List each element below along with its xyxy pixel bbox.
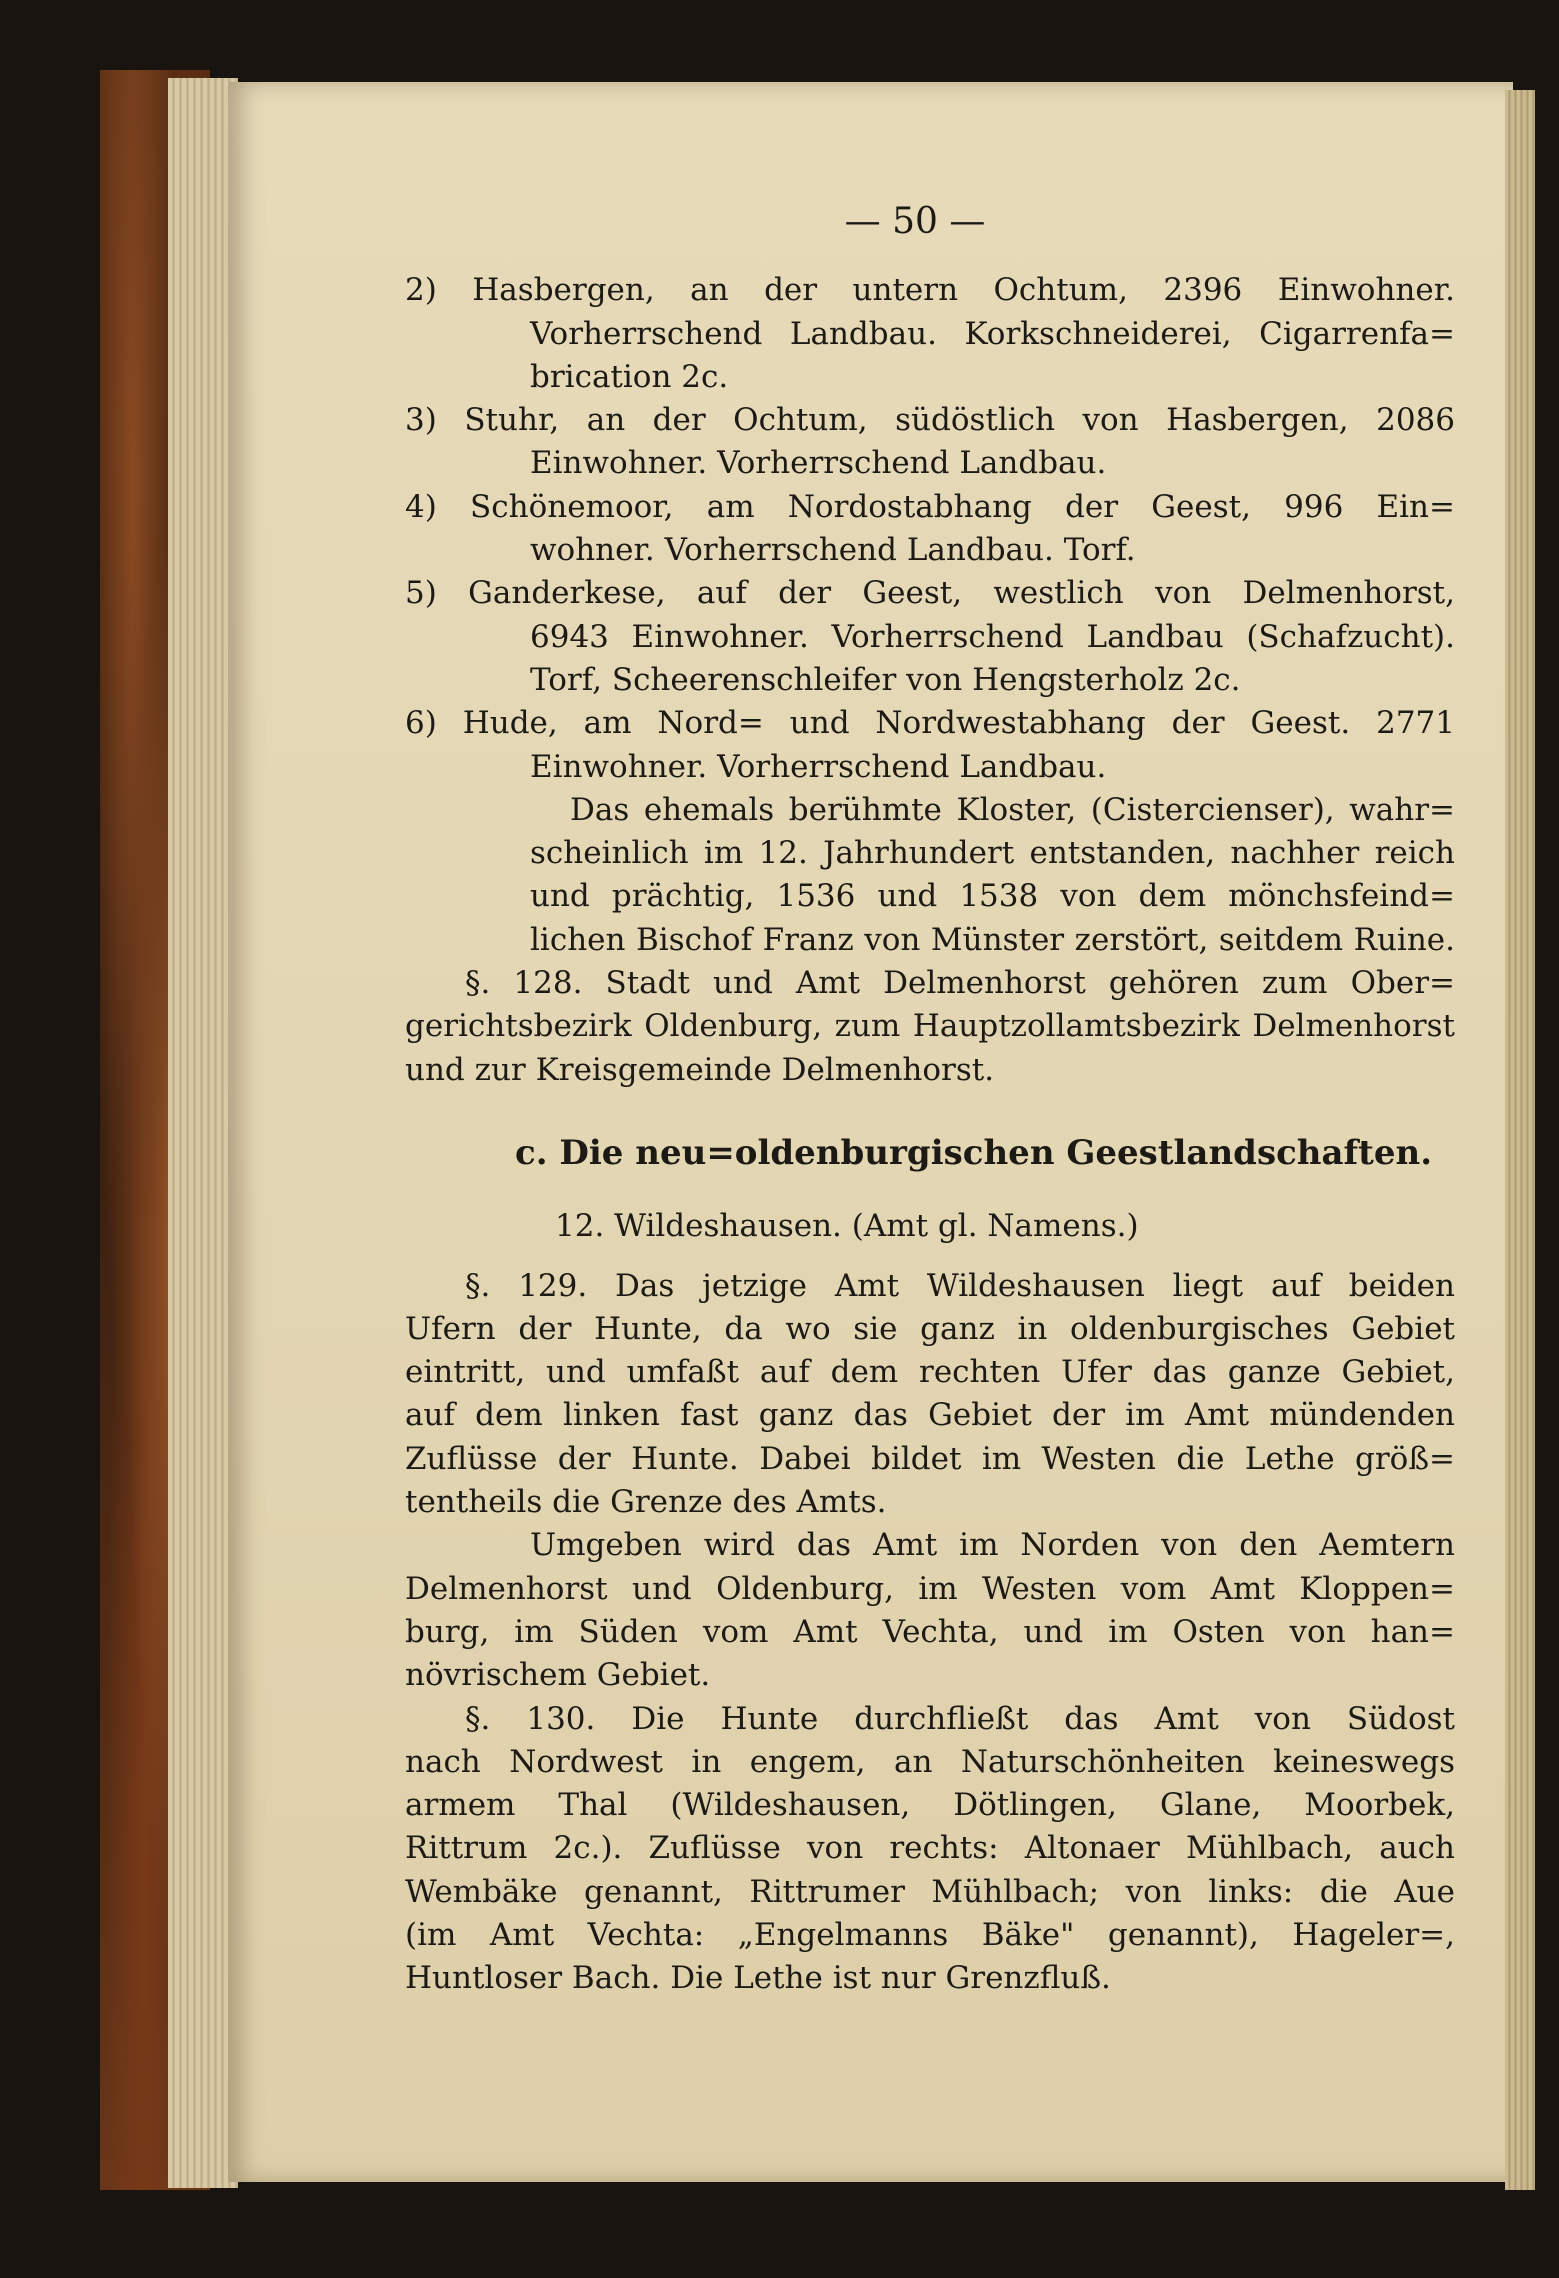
page-text bbox=[405, 200, 1455, 2001]
text-line: Umgeben wird das Amt im Norden von den Aemtern bbox=[530, 1527, 1455, 1564]
text-line: scheinlich im 12. Jahrhundert entstanden, nachher reich bbox=[530, 835, 1455, 872]
text-line: Das ehemals berühmte Kloster, (Cistercienser), wahr= bbox=[570, 791, 1455, 828]
text-line: Rittrum 2c.). Zuflüsse von rechts: Altonaer Mühlbach, auch bbox=[405, 1830, 1455, 1867]
page-edges-right bbox=[1505, 90, 1535, 2190]
text-line: 3) Stuhr, an der Ochtum, südöstlich von Hasbergen, 2086 bbox=[405, 402, 1455, 439]
text-line: Ufern der Hunte, da wo sie ganz in oldenburgisches Gebiet bbox=[405, 1310, 1455, 1347]
text-line: gerichtsbezirk Oldenburg, zum Hauptzollamtsbezirk Delmenhorst bbox=[405, 1008, 1455, 1045]
text-line: Einwohner. Vorherrschend Landbau. bbox=[530, 748, 1107, 785]
text-line: lichen Bischof Franz von Münster zerstört, seitdem Ruine. bbox=[530, 921, 1455, 958]
text-line: und zur Kreisgemeinde Delmenhorst. bbox=[405, 1051, 995, 1088]
text-line: (im Amt Vechta: „Engelmanns Bäke" genannt), Hageler=, bbox=[405, 1916, 1455, 1953]
text-line: Vorherrschend Landbau. Korkschneiderei, Cigarrenfa= bbox=[530, 315, 1455, 352]
text-line: eintritt, und umfaßt auf dem rechten Ufer das ganze Gebiet, bbox=[405, 1354, 1455, 1391]
text-line: tentheils die Grenze des Amts. bbox=[405, 1484, 887, 1521]
text-line: Einwohner. Vorherrschend Landbau. bbox=[530, 445, 1107, 482]
text-line: armem Thal (Wildeshausen, Dötlingen, Glane, Moorbek, bbox=[405, 1787, 1455, 1824]
text-line: 2) Hasbergen, an der untern Ochtum, 2396 Einwohner. bbox=[405, 272, 1455, 309]
text-line: 6) Hude, am Nord= und Nordwestabhang der Geest. 2771 bbox=[405, 705, 1455, 742]
text-line: brication 2c. bbox=[530, 358, 729, 395]
text-line: növrischem Gebiet. bbox=[405, 1657, 711, 1694]
subsection-heading: 12. Wildeshausen. (Amt gl. Namens.) bbox=[555, 1208, 1139, 1245]
text-line: Huntloser Bach. Die Lethe ist nur Grenzfluß. bbox=[405, 1960, 1111, 1997]
text-line: §. 129. Das jetzige Amt Wildeshausen liegt auf beiden bbox=[465, 1267, 1455, 1304]
text-line: Zuflüsse der Hunte. Dabei bildet im Westen die Lethe größ= bbox=[405, 1440, 1455, 1477]
text-line: 6943 Einwohner. Vorherrschend Landbau (Schafzucht). bbox=[530, 618, 1455, 655]
text-line: Torf, Scheerenschleifer von Hengsterholz 2c. bbox=[530, 661, 1241, 698]
text-line: burg, im Süden vom Amt Vechta, und im Osten von han= bbox=[405, 1613, 1455, 1650]
text-line: Delmenhorst und Oldenburg, im Westen vom Amt Kloppen= bbox=[405, 1570, 1455, 1607]
page-number: — 50 — bbox=[844, 201, 986, 242]
text-line: und prächtig, 1536 und 1538 von dem mönchsfeind= bbox=[530, 878, 1455, 915]
section-heading: c. Die neu=oldenburgischen Geestlandschaften. bbox=[515, 1132, 1433, 1173]
text-line: Wembäke genannt, Rittrumer Mühlbach; von links: die Aue bbox=[405, 1873, 1455, 1910]
text-line: §. 128. Stadt und Amt Delmenhorst gehören zum Ober= bbox=[465, 965, 1455, 1002]
text-line: §. 130. Die Hunte durchfließt das Amt von Südost bbox=[465, 1700, 1455, 1737]
text-line: 5) Ganderkese, auf der Geest, westlich von Delmenhorst, bbox=[405, 575, 1455, 612]
text-line: auf dem linken fast ganz das Gebiet der im Amt mündenden bbox=[405, 1397, 1455, 1434]
text-line: nach Nordwest in engem, an Naturschönheiten keineswegs bbox=[405, 1743, 1455, 1780]
text-line: wohner. Vorherrschend Landbau. Torf. bbox=[530, 532, 1136, 569]
text-line: 4) Schönemoor, am Nordostabhang der Geest, 996 Ein= bbox=[405, 488, 1455, 525]
